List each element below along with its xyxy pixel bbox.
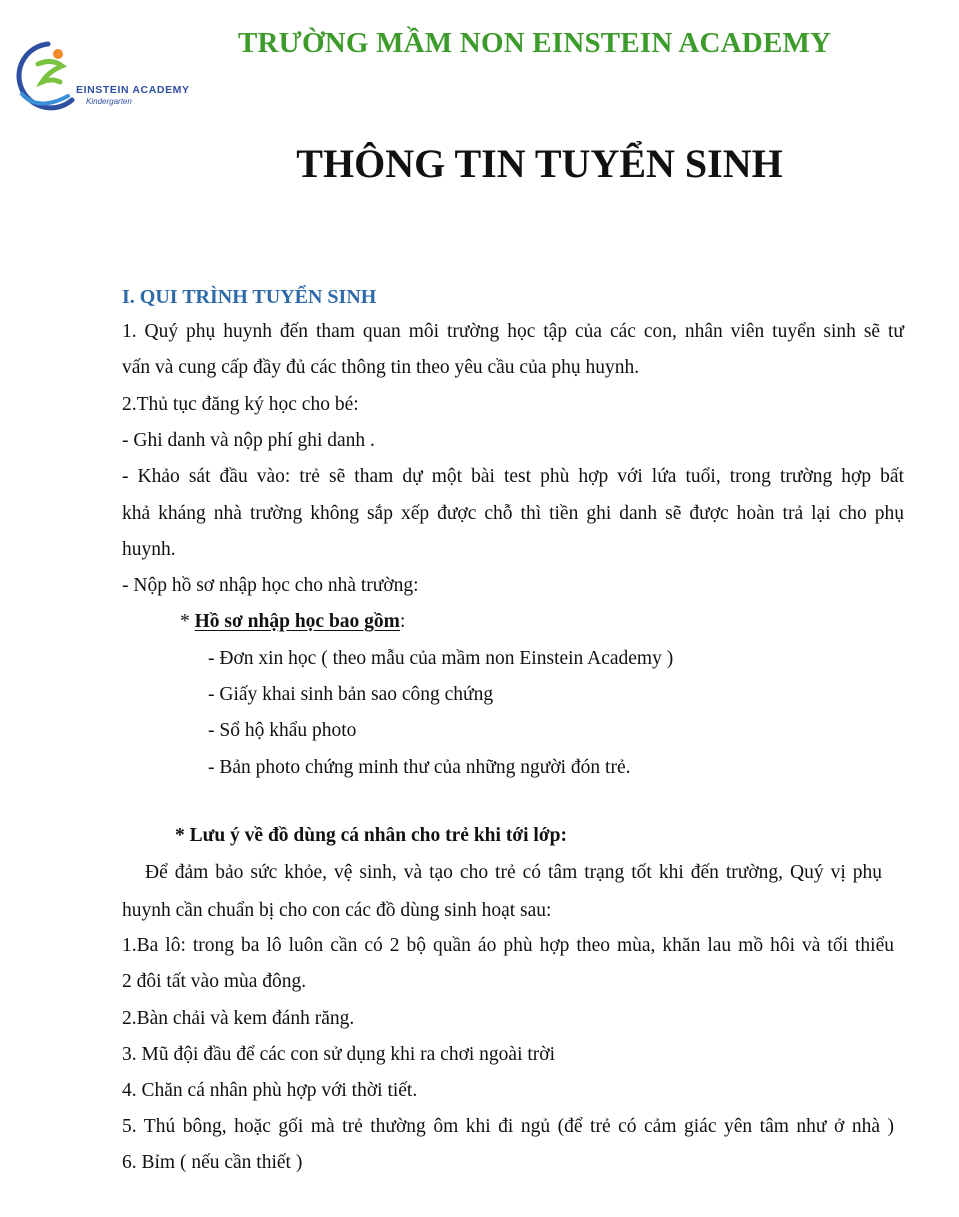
logo-name: EINSTEIN ACADEMY xyxy=(76,84,190,96)
paragraph-line: huynh cần chuẩn bị cho con các đồ dùng sinh hoạt sau: xyxy=(122,900,552,921)
paragraph-line: huynh. xyxy=(122,539,176,560)
list-item: 2 đôi tất vào mùa đông. xyxy=(122,971,307,992)
list-item: - Đơn xin học ( theo mẫu của mầm non Einstein Academy ) xyxy=(208,648,674,669)
notes-heading: * Lưu ý về đồ dùng cá nhân cho trẻ khi tới lớp: xyxy=(175,825,567,846)
dossier-colon: : xyxy=(399,611,406,632)
list-item: - Giấy khai sinh bản sao công chứng xyxy=(208,684,494,705)
paragraph-line: - Ghi danh và nộp phí ghi danh . xyxy=(122,430,375,451)
list-item: 3. Mũ đội đầu để các con sử dụng khi ra chơi ngoài trời xyxy=(122,1044,556,1065)
list-item: 6. Bỉm ( nếu cần thiết ) xyxy=(122,1152,303,1173)
paragraph-line: Để đảm bảo sức khỏe, vệ sinh, và tạo cho trẻ có tâm trạng tốt khi đến trường, Quý vị phụ xyxy=(145,862,882,883)
list-item: - Sổ hộ khẩu photo xyxy=(208,720,357,741)
dossier-star: * xyxy=(180,611,195,632)
list-item: 5. Thú bông, hoặc gối mà trẻ thường ôm khi đi ngủ (để trẻ có cảm giác yên tâm như ở nhà ) xyxy=(122,1116,894,1137)
section-heading-enrollment-process: I. QUI TRÌNH TUYỂN SINH xyxy=(122,286,377,308)
list-item: 4. Chăn cá nhân phù hợp với thời tiết. xyxy=(122,1080,418,1101)
dossier-heading-text: Hồ sơ nhập học bao gồm xyxy=(194,611,400,632)
logo-subtitle: Kindergarten xyxy=(86,97,132,106)
paragraph-line: - Khảo sát đầu vào: trẻ sẽ tham dự một bài test phù hợp với lứa tuổi, trong trường hợp bất xyxy=(122,466,904,487)
school-name: TRƯỜNG MẦM NON EINSTEIN ACADEMY xyxy=(238,27,832,59)
paragraph-line: vấn và cung cấp đầy đủ các thông tin theo yêu cầu của phụ huynh. xyxy=(122,357,640,378)
dossier-heading xyxy=(180,611,405,633)
list-item: - Bản photo chứng minh thư của những người đón trẻ. xyxy=(208,757,631,778)
paragraph-line: 1. Quý phụ huynh đến tham quan môi trường học tập của các con, nhân viên tuyển sinh sẽ tư xyxy=(122,321,904,342)
list-item: 2.Bàn chải và kem đánh răng. xyxy=(122,1008,355,1029)
school-logo xyxy=(8,38,208,112)
list-item: 1.Ba lô: trong ba lô luôn cần có 2 bộ quần áo phù hợp theo mùa, khăn lau mồ hôi và tối thiểu xyxy=(122,935,894,956)
paragraph-line: - Nộp hồ sơ nhập học cho nhà trường: xyxy=(122,575,419,596)
page-title: THÔNG TIN TUYỂN SINH xyxy=(296,141,783,186)
paragraph-line: 2.Thủ tục đăng ký học cho bé: xyxy=(122,394,359,415)
logo-emblem-icon xyxy=(8,38,88,112)
paragraph-line: khả kháng nhà trường không sắp xếp được chỗ thì tiền ghi danh sẽ được hoàn trả lại cho phụ xyxy=(122,503,904,524)
